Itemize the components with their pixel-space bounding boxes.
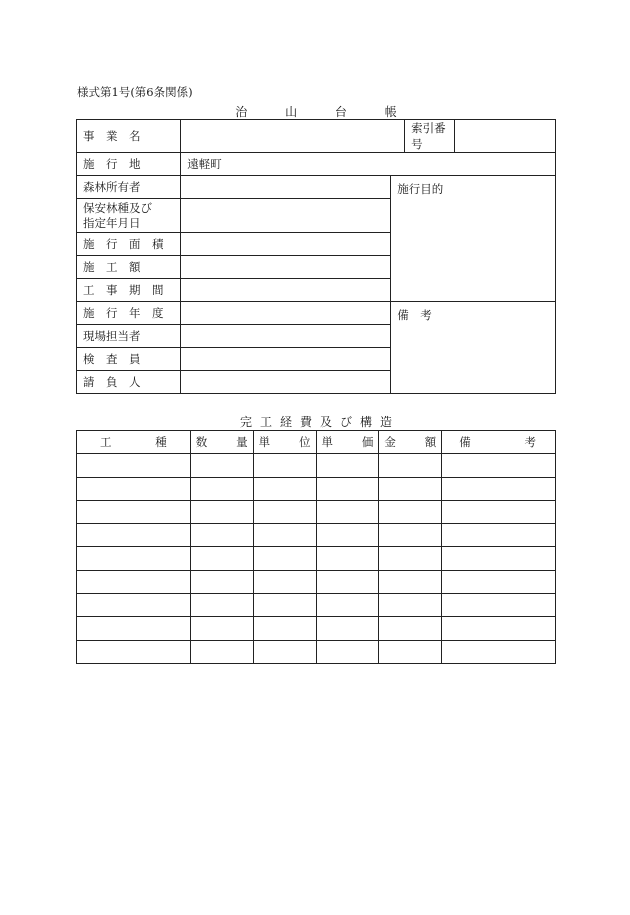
table-row xyxy=(77,524,556,547)
table-cell[interactable] xyxy=(253,594,316,617)
table-cell[interactable] xyxy=(442,477,556,500)
cost-title-char: 工 xyxy=(259,415,272,429)
col-header-char: 単 xyxy=(258,435,271,450)
col-header-char: 額 xyxy=(424,435,437,450)
table-cell[interactable] xyxy=(442,570,556,593)
table-cell[interactable] xyxy=(316,477,379,500)
table-cell[interactable] xyxy=(253,524,316,547)
table-cell[interactable] xyxy=(190,547,253,570)
table-cell[interactable] xyxy=(316,500,379,523)
contractor-field[interactable] xyxy=(181,371,391,394)
contractor-label: 請 負 人 xyxy=(77,371,181,394)
table-cell[interactable] xyxy=(190,524,253,547)
cost-title-char: 経 xyxy=(279,415,292,429)
forest-owner-field[interactable] xyxy=(181,176,391,199)
table-cell[interactable] xyxy=(442,454,556,477)
col-header-char: 数 xyxy=(195,435,208,450)
table-cell[interactable] xyxy=(442,594,556,617)
spread-label xyxy=(83,128,176,144)
table-cell[interactable] xyxy=(190,454,253,477)
col-header-char: 量 xyxy=(236,435,248,450)
index-number-label: 索引番号 xyxy=(405,120,455,153)
col-header-char: 金 xyxy=(384,435,396,450)
site-label: 施 行 地 xyxy=(77,153,181,176)
table-row xyxy=(77,570,556,593)
col-header-char: 単 xyxy=(321,435,333,450)
table-cell[interactable] xyxy=(316,454,379,477)
table-row xyxy=(77,617,556,640)
table-cell[interactable] xyxy=(77,454,191,477)
table-cell[interactable] xyxy=(253,570,316,593)
table-cell[interactable] xyxy=(442,500,556,523)
table-cell[interactable] xyxy=(442,640,556,663)
col-header-char: 種 xyxy=(155,435,167,450)
col-header-remarks xyxy=(442,431,556,454)
table-cell[interactable] xyxy=(77,477,191,500)
table-cell[interactable] xyxy=(379,640,442,663)
table-cell[interactable] xyxy=(316,570,379,593)
form-number: 様式第1号(第6条関係) xyxy=(77,85,193,99)
inspector-field[interactable] xyxy=(181,348,391,371)
table-cell[interactable] xyxy=(253,547,316,570)
table-row xyxy=(77,640,556,663)
site-manager-field[interactable] xyxy=(181,325,391,348)
table-cell[interactable] xyxy=(253,454,316,477)
table-cell[interactable] xyxy=(316,617,379,640)
cost-field[interactable] xyxy=(181,256,391,279)
ledger-title-char: 山 xyxy=(285,105,298,119)
cost-title-char: 費 xyxy=(299,415,312,429)
col-header-char: 考 xyxy=(524,435,536,450)
table-cell[interactable] xyxy=(379,617,442,640)
table-cell[interactable] xyxy=(316,524,379,547)
table-cell[interactable] xyxy=(316,640,379,663)
remarks-label: 備 考 xyxy=(397,308,432,322)
cost-title-char: 及 xyxy=(320,415,333,429)
table-cell[interactable] xyxy=(77,570,191,593)
table-cell[interactable] xyxy=(77,524,191,547)
cost-label: 施 工 額 xyxy=(77,256,181,279)
col-header-amount xyxy=(379,431,442,454)
col-header-char: 価 xyxy=(361,435,374,450)
fiscal-year-label: 施 行 年 度 xyxy=(77,302,181,325)
table-cell[interactable] xyxy=(190,570,253,593)
col-header-unit xyxy=(253,431,316,454)
cost-table-body xyxy=(77,454,556,664)
table-cell[interactable] xyxy=(190,617,253,640)
table-cell[interactable] xyxy=(253,617,316,640)
table-cell[interactable] xyxy=(190,594,253,617)
period-label: 工 事 期 間 xyxy=(77,279,181,302)
col-header-char: 工 xyxy=(100,435,112,450)
ledger-title-char: 帳 xyxy=(384,105,397,119)
table-cell[interactable] xyxy=(253,640,316,663)
table-cell[interactable] xyxy=(253,500,316,523)
table-cell[interactable] xyxy=(77,500,191,523)
table-cell[interactable] xyxy=(77,617,191,640)
project-name-label xyxy=(77,120,181,153)
purpose-cell[interactable] xyxy=(391,176,556,302)
col-header-char: 備 xyxy=(459,435,471,450)
table-row xyxy=(77,547,556,570)
forest-type-label-line1: 保安林種及び xyxy=(83,200,152,215)
table-cell[interactable] xyxy=(379,594,442,617)
site-manager-label: 現場担当者 xyxy=(77,325,181,348)
table-cell[interactable] xyxy=(190,500,253,523)
table-row xyxy=(77,594,556,617)
table-cell[interactable] xyxy=(379,524,442,547)
area-label: 施 行 面 積 xyxy=(77,233,181,256)
table-cell[interactable] xyxy=(190,640,253,663)
remarks-cell[interactable] xyxy=(391,302,556,394)
purpose-label: 施行目的 xyxy=(397,182,444,196)
project-name-text: 事 業 名 xyxy=(83,129,141,143)
project-name-field[interactable] xyxy=(181,120,405,153)
table-cell[interactable] xyxy=(442,524,556,547)
site-field[interactable]: 遠軽町 xyxy=(181,153,556,176)
ledger-title xyxy=(76,103,556,120)
table-cell[interactable] xyxy=(379,454,442,477)
cost-title-char: 造 xyxy=(380,415,393,429)
table-cell[interactable] xyxy=(77,640,191,663)
forest-type-field[interactable] xyxy=(181,199,391,233)
table-cell[interactable] xyxy=(316,594,379,617)
col-header-work-type xyxy=(77,431,191,454)
ledger-title-char: 台 xyxy=(334,105,347,119)
col-header-quantity xyxy=(190,431,253,454)
table-cell[interactable] xyxy=(77,547,191,570)
table-cell[interactable] xyxy=(77,594,191,617)
table-cell[interactable] xyxy=(190,477,253,500)
table-row xyxy=(77,477,556,500)
ledger-table xyxy=(76,119,556,394)
cost-table-title xyxy=(76,413,556,430)
area-field[interactable] xyxy=(181,233,391,256)
table-cell[interactable] xyxy=(442,617,556,640)
cost-title-char: び xyxy=(340,415,353,429)
table-row xyxy=(77,454,556,477)
table-cell[interactable] xyxy=(379,570,442,593)
table-cell[interactable] xyxy=(253,477,316,500)
table-cell[interactable] xyxy=(379,547,442,570)
ledger-title-char: 治 xyxy=(235,105,248,119)
cost-table xyxy=(76,430,556,664)
table-row xyxy=(77,500,556,523)
col-header-char: 位 xyxy=(299,435,311,450)
table-cell[interactable] xyxy=(442,547,556,570)
cost-title-char: 完 xyxy=(239,415,252,429)
forest-owner-label: 森林所有者 xyxy=(77,176,181,199)
forest-type-label-line2: 指定年月日 xyxy=(83,215,141,230)
cost-title-char: 構 xyxy=(360,415,373,429)
inspector-label: 検 査 員 xyxy=(77,348,181,371)
period-field[interactable] xyxy=(181,279,391,302)
table-cell[interactable] xyxy=(316,547,379,570)
fiscal-year-field[interactable] xyxy=(181,302,391,325)
index-number-field[interactable] xyxy=(454,120,555,153)
table-cell[interactable] xyxy=(379,477,442,500)
table-cell[interactable] xyxy=(379,500,442,523)
col-header-unit-price xyxy=(316,431,379,454)
forest-type-label xyxy=(77,199,181,233)
